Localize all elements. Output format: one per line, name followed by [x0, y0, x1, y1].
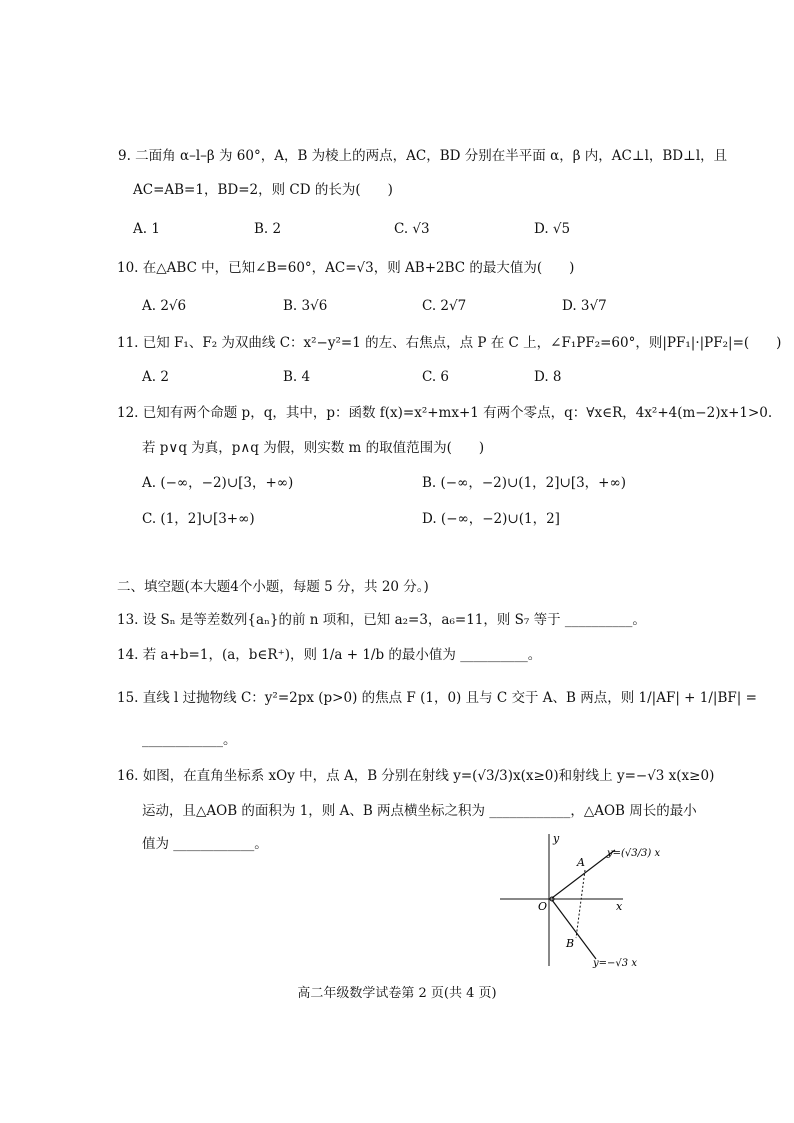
q12-option-c: C. (1，2]∪[3+∞)	[142, 511, 255, 527]
page-footer: 高二年级数学试卷第 2 页(共 4 页)	[297, 986, 497, 1001]
q10-option-a: A. 2√6	[142, 298, 187, 314]
q15-line2: ____________。	[142, 732, 237, 748]
q16-line2: 运动，且△AOB 的面积为 1，则 A、B 两点横坐标之积为 ____________，△AOB 周长的最小	[142, 803, 697, 819]
q10-option-c: C. 2√7	[422, 298, 467, 314]
q11-option-a: A. 2	[142, 369, 169, 385]
q9-line1: 9. 二面角 α–l–β 为 60°，A，B 为棱上的两点，AC，BD 分别在半平面 α，β 内，AC⊥l，BD⊥l，且	[118, 148, 728, 164]
y-axis-label: y	[553, 832, 560, 845]
q9-option-d: D. √5	[534, 221, 571, 237]
segment-ab	[576, 870, 585, 938]
q12-option-d: D. (−∞，−2)∪(1，2]	[422, 511, 560, 527]
ray-lower-label: y=−√3 x	[593, 958, 637, 969]
point-a-label: A	[577, 856, 585, 869]
q11-option-b: B. 4	[283, 369, 311, 385]
x-axis-label: x	[616, 900, 623, 913]
q14-line1: 14. 若 a+b=1，(a，b∈R⁺)，则 1/a + 1/b 的最小值为 __________。	[117, 647, 542, 663]
q16-figure	[495, 826, 685, 976]
q10-option-b: B. 3√6	[283, 298, 328, 314]
ray-lower	[552, 900, 596, 959]
q11-option-c: C. 6	[422, 369, 450, 385]
section2-heading: 二、填空题(本大题4个小题，每题 5 分，共 20 分。)	[117, 579, 429, 595]
q11-option-d: D. 8	[534, 369, 562, 385]
q9-option-a: A. 1	[133, 221, 160, 237]
q16-figure-svg	[495, 826, 685, 976]
q13-line1: 13. 设 Sₙ 是等差数列{aₙ}的前 n 项和，已知 a₂=3，a₆=11，则 S₇ 等于 __________。	[117, 612, 646, 628]
q9-option-c: C. √3	[394, 221, 430, 237]
q16-line1: 16. 如图，在直角坐标系 xOy 中，点 A，B 分别在射线 y=(√3/3)x(x≥0)和射线上 y=−√3 x(x≥0)	[117, 768, 715, 784]
ray-upper-label: y=(√3/3) x	[607, 848, 661, 859]
q11-line1: 11. 已知 F₁、F₂ 为双曲线 C：x²−y²=1 的左、右焦点，点 P 在 C 上，∠F₁PF₂=60°，则|PF₁|·|PF₂|=( )	[117, 335, 782, 351]
q12-option-b: B. (−∞，−2)∪(1，2]∪[3，+∞)	[422, 475, 627, 491]
q15-line1: 15. 直线 l 过抛物线 C：y²=2px (p>0) 的焦点 F (1，0) 且与 C 交于 A、B 两点，则 1/|AF| + 1/|BF| =	[117, 690, 757, 706]
q12-option-a: A. (−∞，−2)∪[3，+∞)	[142, 475, 294, 491]
q9-line2: AC=AB=1，BD=2，则 CD 的长为( )	[133, 182, 393, 198]
q12-line2: 若 p∨q 为真，p∧q 为假，则实数 m 的取值范围为( )	[142, 440, 485, 456]
q9-option-b: B. 2	[254, 221, 282, 237]
q10-line1: 10. 在△ABC 中，已知∠B=60°，AC=√3，则 AB+2BC 的最大值为( )	[117, 260, 575, 276]
q16-line3: 值为 ____________。	[142, 836, 268, 852]
q10-option-d: D. 3√7	[562, 298, 607, 314]
point-b-label: B	[566, 937, 575, 950]
origin-label: O	[538, 900, 548, 913]
q12-line1: 12. 已知有两个命题 p，q，其中，p：函数 f(x)=x²+mx+1 有两个零点，q：∀x∈R，4x²+4(m−2)x+1>0.	[117, 405, 773, 421]
